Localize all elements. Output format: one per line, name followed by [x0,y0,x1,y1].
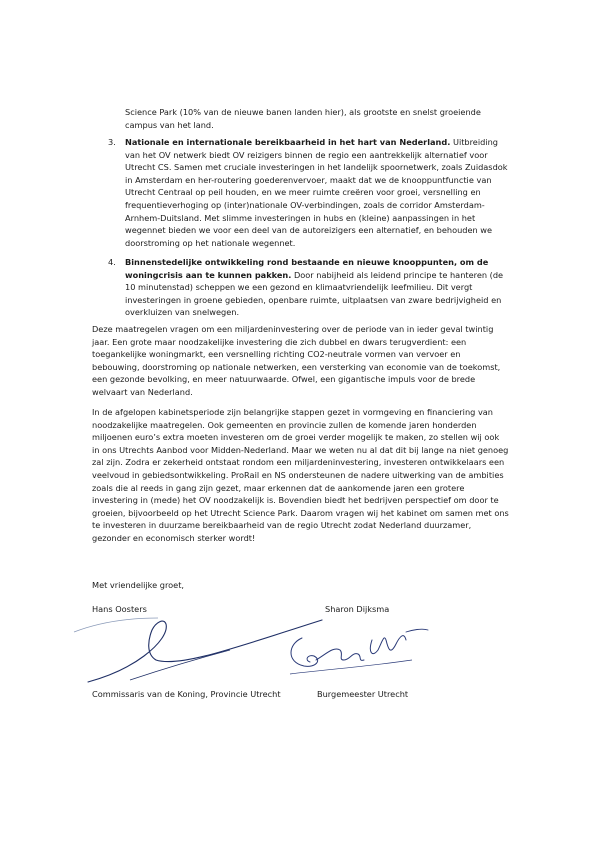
signatory-title-1: Commissaris van de Koning, Provincie Utrecht [92,689,281,699]
body-paragraph-1: Deze maatregelen vragen om een miljardeninvestering over de periode van in ieder geval twintig jaar. Een grote maar noodzakelijke investering die zich dubbel en dwars terugverdient: een toegankelijke woningmarkt, een versnelling richting CO2-neutrale vormen van vervoer en bebouwing, doorstroming op nationale netwerken, een versterking van economie van de toekomst, een gezonde bevolking, en meer natuurwaarde. Ofwel, een gigantische impuls voor de brede welvaart van Nederland. [92,324,501,397]
signature-sharon-dijksma [282,610,432,680]
signatory-name-2: Sharon Dijksma [325,604,390,614]
list-item-body [125,136,510,249]
signatory-name-1: Hans Oosters [92,604,147,614]
body-paragraph-2: In de afgelopen kabinetsperiode zijn belangrijke stappen gezet in vormgeving en financiering van noodzakelijke maatregelen. Ook gemeenten en provincie zullen de komende jaren honderden miljoenen euro’s extra moeten investeren om de groei verder mogelijk te maken, zo stellen wij ook in ons Utrechts Aanbod voor Midden-Nederland. Maar we weten nu al dat dit bij lange na niet genoeg zal zijn. Zodra er zekerheid ontstaat rondom een miljardeninvestering, investeren ontwikkelaars een veelvoud in gebiedsontwikkeling. ProRail en NS ondersteunen de nadere uitwerking van de ambities zoals die al reeds in gang zijn gezet, maar erkennen dat de aankomende jaren een grotere investering in (mede) het OV noodzakelijk is. Bovendien biedt het bedrijven perspectief om door te groeien, bijvoorbeeld op het Utrecht Science Park. Daarom vragen wij het kabinet om samen met ons te investeren in duurzame bereikbaarheid van de regio Utrecht zodat Nederland duurzamer, gezonder en economisch sterker wordt! [92,407,509,543]
list-item-4 [108,256,510,319]
continuation-text: Science Park (10% van de nieuwe banen landen hier), als grootste en snelst groeiende campus van het land. [125,107,481,130]
closing-greeting: Met vriendelijke groet, [92,580,185,590]
list-item-body [125,256,510,319]
list-item-text: Door nabijheid als leidend principe te hanteren (de 10 minutenstad) scheppen we een gezond en klimaatvriendelijk leefmilieu. Dit vergt investeringen in groene gebieden, openbare ruimte, uitplaatsen van zware bedrijvigheid en overkluizen van snelwegen. [125,269,504,318]
signatory-title-2: Burgemeester Utrecht [317,689,409,699]
list-number: 4. [108,257,116,267]
list-item-heading: Nationale en internationale bereikbaarheid in het hart van Nederland. [125,137,451,147]
list-item-text: Uitbreiding van het OV netwerk biedt OV reizigers binnen de regio een aantrekkelijk alternatief voor Utrecht CS. Samen met cruciale investeringen in het landelijk spoornetwerk, zoals Zuidasdok in Amsterdam en her-routering goederenvervoer, maakt dat we de knooppuntfunctie van Utrecht Centraal op peil houden, en we meer ruimte creëren voor groei, versnelling en frequentieverhoging op (inter)nationale OV-verbindingen, zoals de corridor Amsterdam-Arnhem-Duitsland. Met slimme investeringen in hubs en (kleine) aanpassingen in het wegennet bieden we voor een deel van de autoreizigers een alternatief, en behouden we doorstroming op het nationale wegennet. [125,137,508,248]
list-number: 3. [108,137,116,147]
list-item-heading: Binnenstedelijke ontwikkeling rond bestaande en nieuwe knooppunten, om de woningcrisis aan te kunnen pakken. [125,257,489,280]
list-item-3 [108,136,510,249]
